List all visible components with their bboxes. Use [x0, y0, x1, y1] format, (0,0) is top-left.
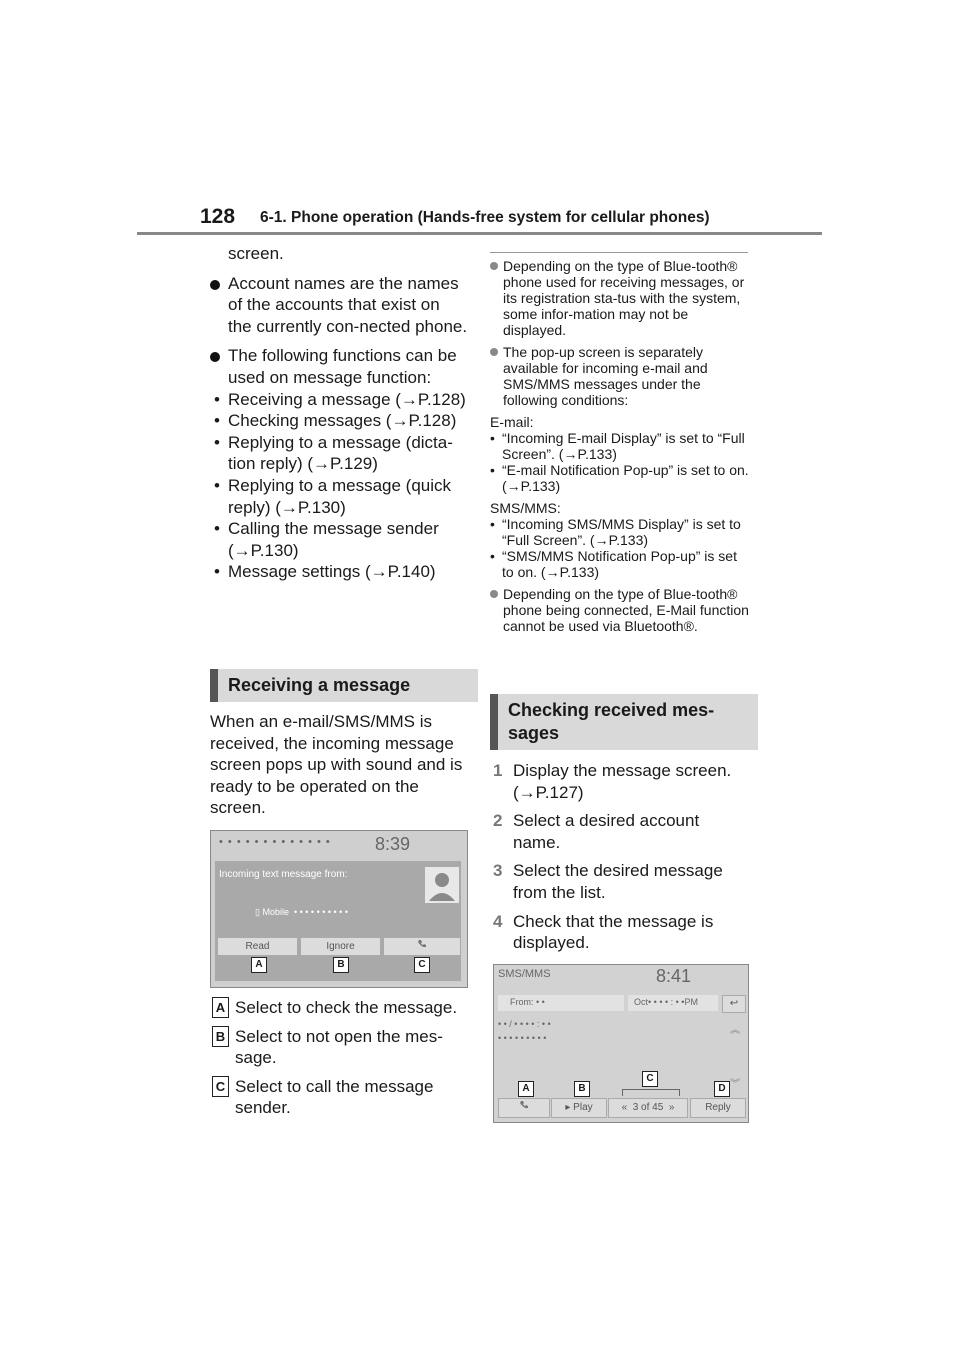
app-title: SMS/MMS: [498, 968, 551, 980]
section-heading-checking: Checking received mes-sages: [490, 694, 758, 750]
email-condition: • “E-mail Notification Pop-up” is set to on. (→P.133): [490, 462, 750, 494]
clock: 8:39: [375, 834, 411, 854]
bullet-account-names: Account names are the names of the accounts that exist on the currently con-nected phone.: [210, 273, 468, 338]
bullet-functions: The following functions can be used on message function:: [210, 345, 468, 388]
intro-tail: screen.: [228, 244, 284, 263]
page-number: 128: [200, 205, 236, 228]
from-field: [498, 995, 624, 1011]
callout-b: B Select to not open the mes-sage.: [212, 1026, 468, 1069]
callout-key: C: [212, 1076, 229, 1097]
note-email-unavailable: Depending on the type of Blue-tooth® phone being connected, E-Mail function cannot be used via Bluetooth®.: [490, 586, 750, 634]
callout-list: [212, 997, 468, 1119]
function-item: • Replying to a message (quick reply) (→P.130): [210, 475, 468, 518]
clock: 8:41: [656, 966, 692, 986]
function-item: • Message settings (→P.140): [210, 561, 468, 583]
message-view-screenshot: [493, 964, 749, 1123]
message-body-dots: • • • • • • • • •: [498, 1033, 547, 1043]
step-number: 3: [493, 861, 503, 881]
bracket-c: [622, 1089, 680, 1096]
section-heading-receiving: Receiving a message: [210, 669, 478, 702]
step-4: 4 Check that the message is displayed.: [493, 911, 714, 953]
step-number: 4: [493, 911, 503, 931]
call-button[interactable]: [383, 937, 461, 956]
header-rule: [137, 232, 822, 235]
step-3: 3 Select the desired message from the list.: [493, 861, 723, 902]
callout-c: C Select to call the message sender.: [212, 1076, 468, 1119]
phone-icon: [417, 939, 427, 949]
play-button[interactable]: ▸ Play: [551, 1098, 607, 1118]
read-button[interactable]: Read: [217, 937, 298, 956]
message-body-dots: • • / • • • • : • •: [498, 1019, 551, 1029]
note-bluetooth-info: Depending on the type of Blue-tooth® phone used for receiving messages, or its registration sta-tus with the system, some infor-mation may not be displayed.: [490, 258, 750, 338]
call-sender-button[interactable]: [498, 1098, 550, 1118]
callout-key: B: [212, 1026, 229, 1047]
step-number: 2: [493, 811, 503, 831]
left-column: [210, 243, 468, 583]
function-item: • Receiving a message (→P.128): [210, 389, 468, 411]
from-label: From: • •: [510, 997, 545, 1007]
function-item: • Calling the message sender (→P.130): [210, 518, 468, 561]
steps-list: [493, 760, 749, 954]
popup-title: Incoming text message from:: [219, 869, 348, 880]
step-number: 1: [493, 761, 503, 780]
phone-type: ▯ Mobile • • • • • • • • • •: [255, 907, 348, 917]
contact-avatar-icon: [425, 867, 459, 903]
incoming-message-screenshot: [210, 830, 468, 988]
email-condition: • “Incoming E-mail Display” is set to “Full Screen”. (→P.133): [490, 430, 750, 462]
right-notes: [490, 258, 750, 634]
person-icon: [425, 867, 459, 903]
label-a: A: [251, 957, 267, 973]
sms-condition: • “Incoming SMS/MMS Display” is set to “Full Screen”. (→P.133): [490, 516, 750, 548]
step-1: 1 Display the message screen. (→P.127): [493, 761, 732, 802]
callout-key: A: [212, 997, 229, 1018]
note-popup-conditions: The pop-up screen is separately available for incoming e-mail and SMS/MMS messages under the following conditions:: [490, 344, 750, 408]
email-label: E-mail:: [490, 414, 534, 430]
next-icon[interactable]: »: [668, 1102, 675, 1113]
label-d: D: [714, 1081, 730, 1097]
label-b: B: [574, 1081, 590, 1097]
label-a: A: [518, 1081, 534, 1097]
prev-icon[interactable]: «: [621, 1102, 628, 1113]
play-icon: ▸: [565, 1102, 571, 1113]
label-c: C: [414, 957, 430, 973]
function-item: • Replying to a message (dicta-tion reply) (→P.129): [210, 432, 468, 475]
label-c: C: [642, 1071, 658, 1087]
scroll-down-icon[interactable]: ︾: [730, 1079, 740, 1090]
back-button[interactable]: [722, 995, 746, 1013]
receiving-body: When an e-mail/SMS/MMS is received, the incoming message screen pops up with sound and is ready to be operated on the screen.: [210, 712, 463, 818]
phone-icon: [519, 1100, 529, 1110]
function-item: • Checking messages (→P.128): [210, 410, 468, 432]
step-2: 2 Select a desired account name.: [493, 811, 700, 852]
sms-condition: • “SMS/MMS Notification Pop-up” is set to on. (→P.133): [490, 548, 750, 580]
label-b: B: [333, 957, 349, 973]
ignore-button[interactable]: Ignore: [300, 937, 381, 956]
sms-label: SMS/MMS:: [490, 500, 561, 516]
scroll-up-icon[interactable]: ︽: [730, 1025, 740, 1036]
date-text: Oct• • • • : • •PM: [634, 997, 698, 1007]
date-field: [628, 995, 718, 1011]
note-rule: [490, 252, 748, 253]
back-icon: ↩: [729, 998, 739, 1009]
reply-button[interactable]: Reply: [690, 1098, 746, 1118]
page-navigator[interactable]: « 3 of 45 »: [608, 1098, 688, 1118]
section-title: 6-1. Phone operation (Hands-free system for cellular phones): [260, 209, 710, 226]
callout-a: A Select to check the message.: [212, 997, 468, 1019]
page-header: [200, 205, 820, 235]
dots-row: • • • • • • • • • • • • •: [219, 836, 331, 848]
